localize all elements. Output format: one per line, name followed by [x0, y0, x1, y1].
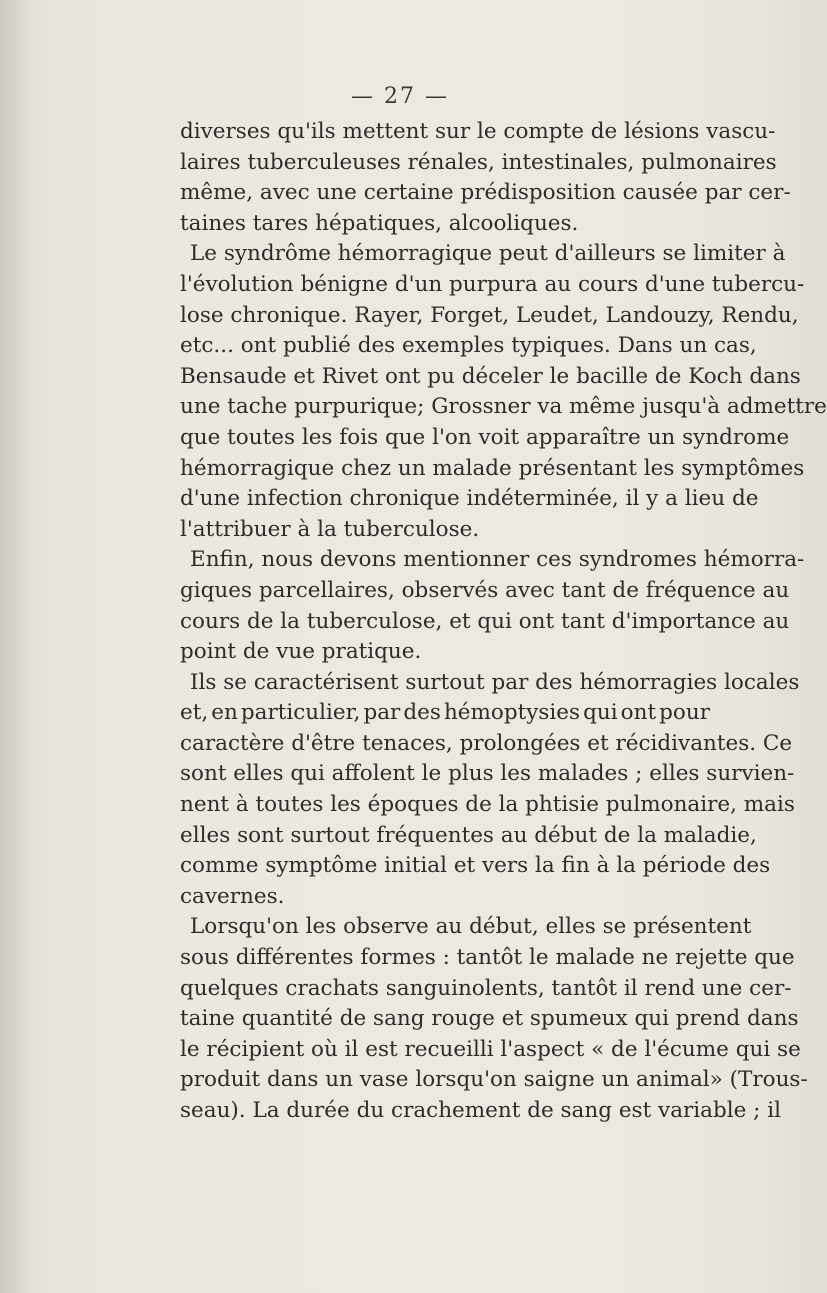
page-number: — 27 — — [351, 84, 449, 109]
text-line: une tache purpurique; Grossner va même jusqu'à admettre — [180, 394, 827, 420]
text-line: Ils se caractérisent surtout par des hémorragies locales — [190, 669, 800, 695]
text-line: Enfin, nous devons mentionner ces syndromes hémorra- — [190, 547, 805, 573]
text-line: etc... ont publié des exemples typiques. Dans un cas, — [180, 333, 757, 359]
text-line: taine quantité de sang rouge et spumeux qui prend dans — [180, 1006, 799, 1032]
text-line: Le syndrôme hémorragique peut d'ailleurs se limiter à — [190, 241, 786, 267]
text-line: l'attribuer à la tuberculose. — [180, 516, 480, 542]
text-line: le récipient où il est recueilli l'aspect « de l'écume qui se — [180, 1036, 801, 1062]
text-line: l'évolution bénigne d'un purpura au cours d'une tubercu- — [180, 271, 805, 297]
text-line: même, avec une certaine prédisposition causée par cer- — [180, 180, 791, 206]
text-line: sont elles qui affolent le plus les malades ; elles survien- — [180, 761, 795, 787]
text-line: et, en particulier, par des hémoptysies qui ont pour — [180, 700, 710, 726]
page-edge-shadow — [0, 0, 30, 1293]
text-line: lose chronique. Rayer, Forget, Leudet, Landouzy, Rendu, — [180, 302, 799, 328]
text-line: Bensaude et Rivet ont pu déceler le bacille de Koch dans — [180, 363, 801, 389]
text-line: sous différentes formes : tantôt le malade ne rejette que — [180, 945, 795, 971]
text-line: elles sont surtout fréquentes au début de la maladie, — [180, 822, 757, 848]
text-line: point de vue pratique. — [180, 639, 422, 665]
text-line: quelques crachats sanguinolents, tantôt il rend une cer- — [180, 975, 792, 1001]
text-line: hémorragique chez un malade présentant les symptômes — [180, 455, 805, 481]
text-line: Lorsqu'on les observe au début, elles se présentent — [190, 914, 752, 940]
body-text — [180, 117, 827, 1127]
text-line: produit dans un vase lorsqu'on saigne un animal» (Trous- — [180, 1067, 808, 1093]
text-line: que toutes les fois que l'on voit apparaître un syndrome — [180, 424, 790, 450]
text-line: comme symptôme initial et vers la fin à la période des — [180, 853, 771, 879]
text-line: giques parcellaires, observés avec tant de fréquence au — [180, 577, 790, 603]
text-line: cours de la tuberculose, et qui ont tant d'importance au — [180, 608, 790, 634]
text-line: nent à toutes les époques de la phtisie pulmonaire, mais — [180, 792, 795, 818]
text-line: seau). La durée du crachement de sang est variable ; il — [180, 1098, 782, 1123]
text-line: laires tuberculeuses rénales, intestinales, pulmonaires — [180, 149, 777, 175]
text-line: taines tares hépatiques, alcooliques. — [180, 210, 579, 236]
text-line: diverses qu'ils mettent sur le compte de lésions vascu- — [180, 119, 776, 144]
text-line: cavernes. — [180, 883, 285, 909]
text-line: caractère d'être tenaces, prolongées et récidivantes. Ce — [180, 730, 793, 756]
text-line: d'une infection chronique indéterminée, il y a lieu de — [180, 486, 759, 512]
